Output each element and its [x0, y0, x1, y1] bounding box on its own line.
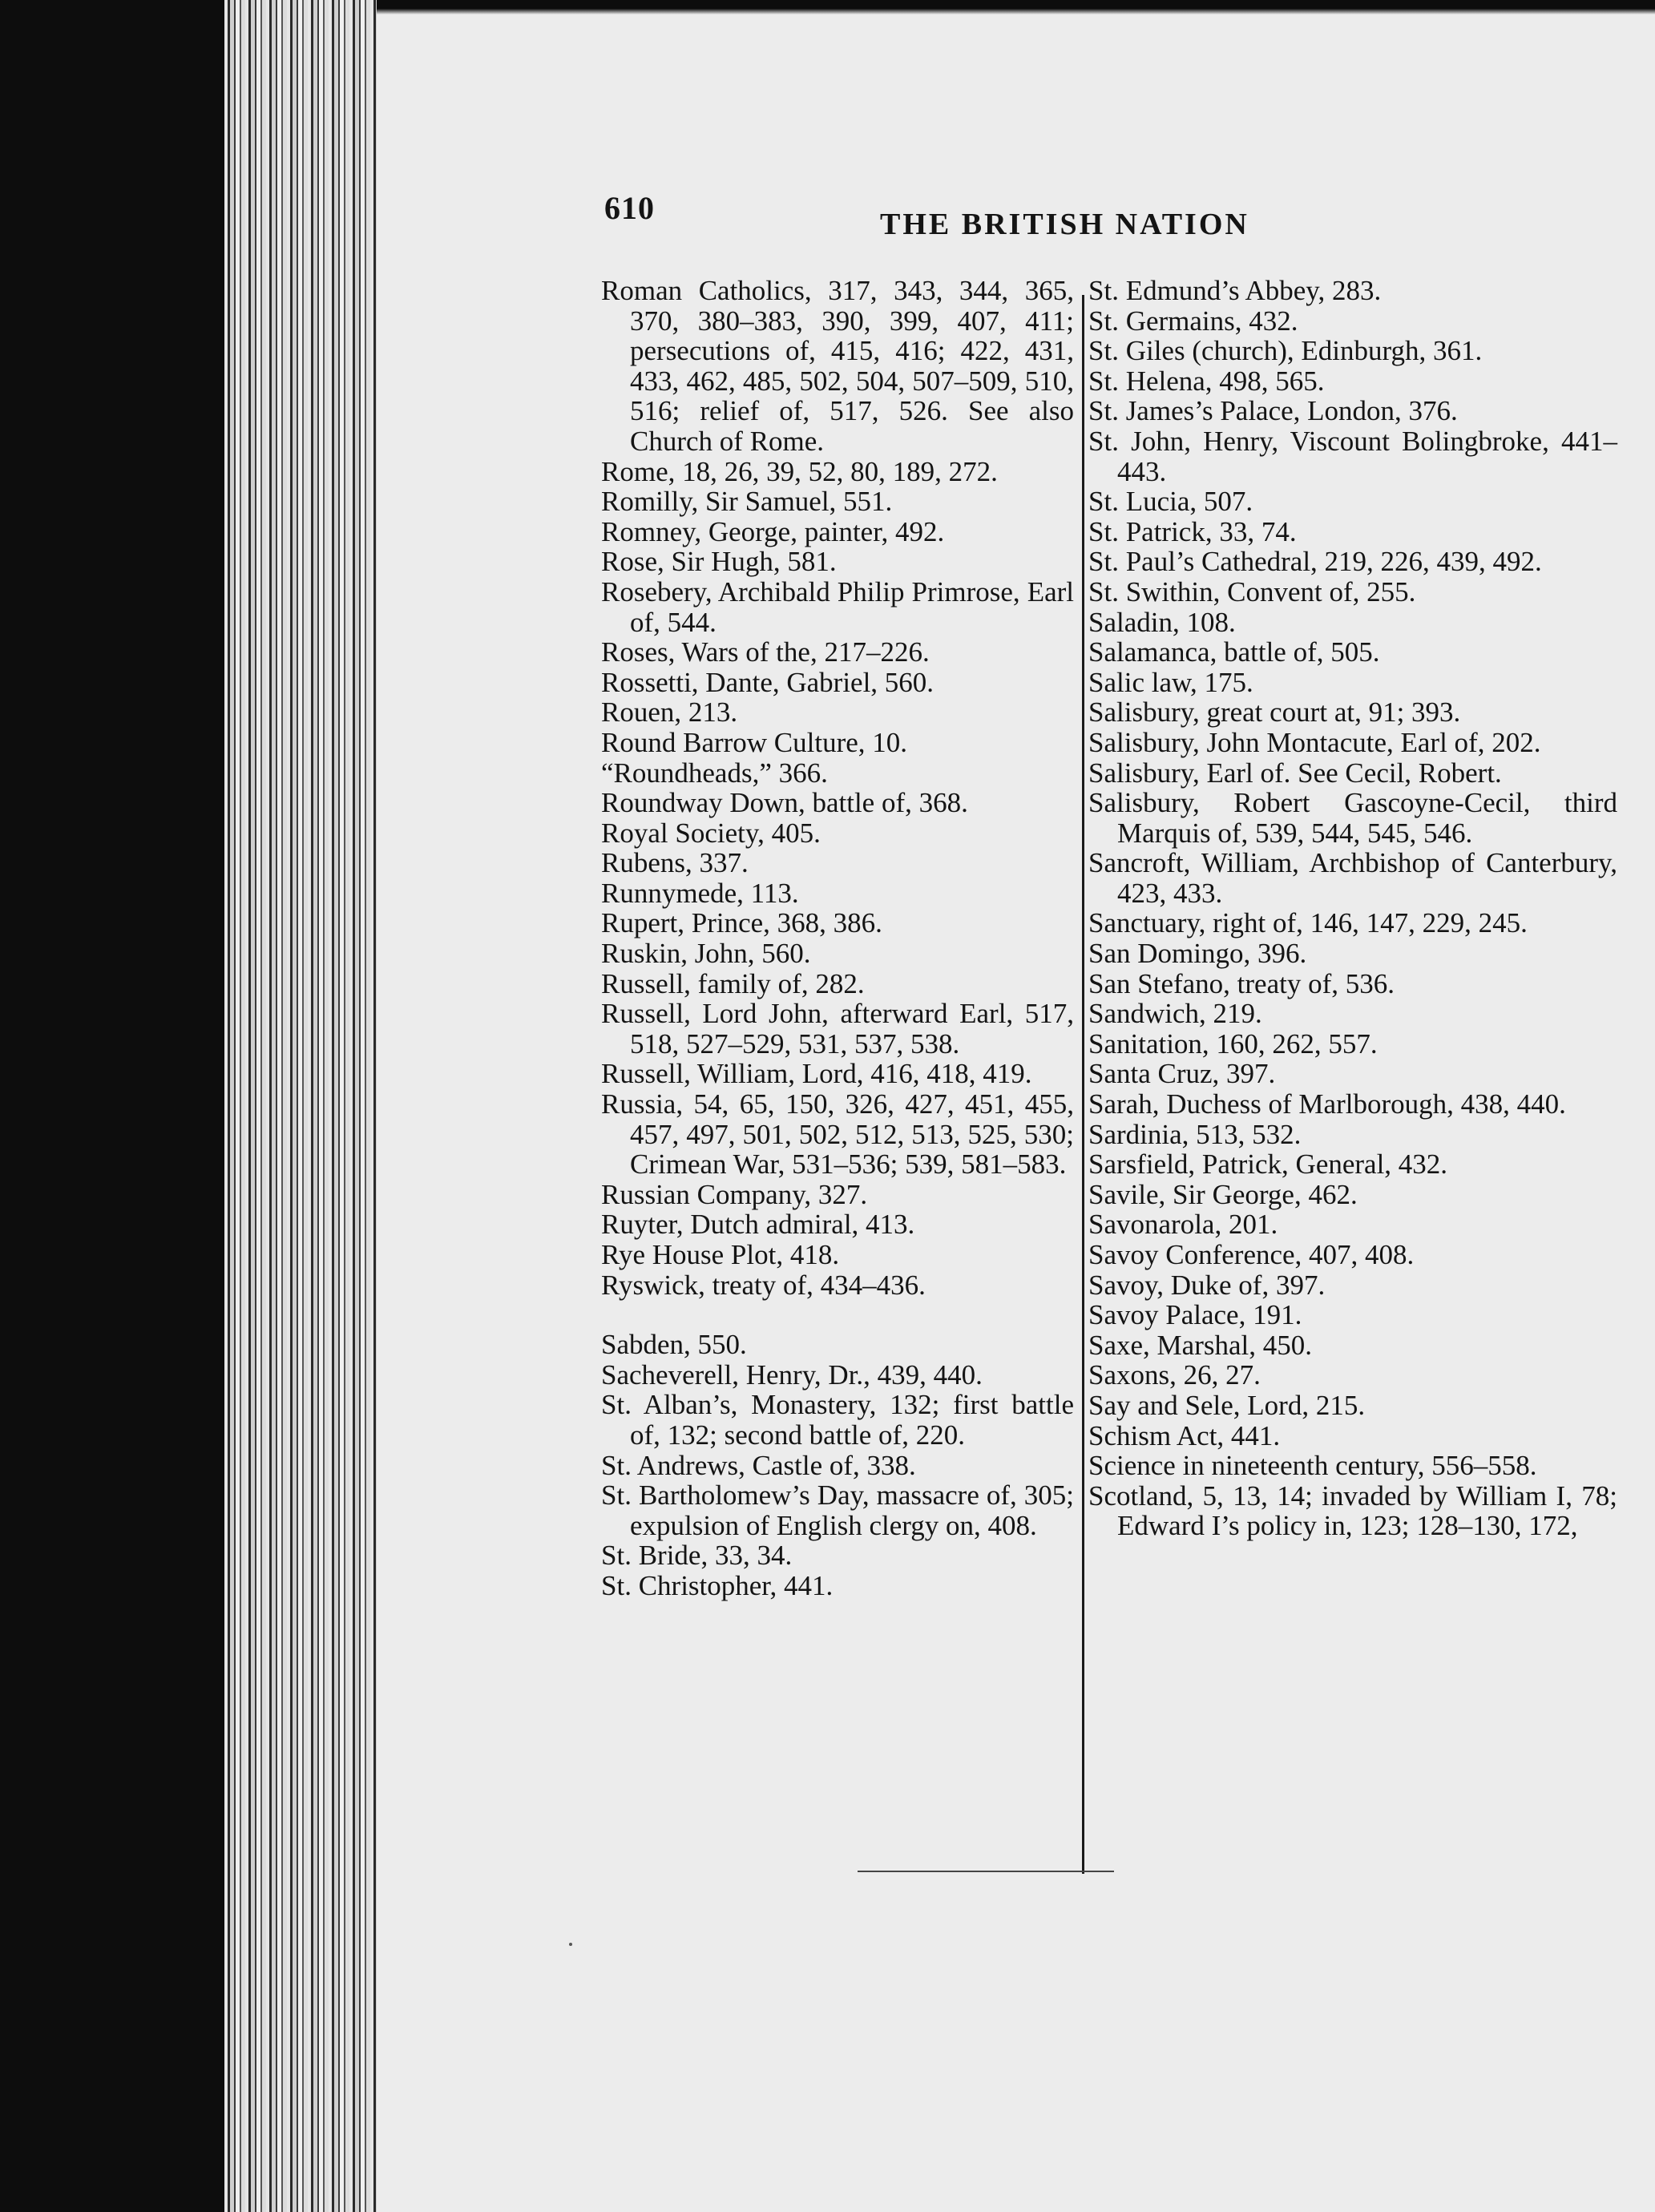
index-entry: St. Bride, 33, 34. — [601, 1540, 793, 1572]
index-entry: Sarsfield, Patrick, General, 432. — [1088, 1148, 1448, 1181]
index-entry: Russell, family of, 282. — [601, 967, 865, 999]
index-entry: St. Giles (church), Edinburgh, 361. — [1088, 335, 1483, 367]
index-entry: Rouen, 213. — [601, 696, 738, 729]
index-entry: Science in nineteenth century, 556–558. — [1088, 1450, 1537, 1482]
index-entry: Roman Catholics, 317, 343, 344, 365, 370, 380–383, 390, 399, 407, 411; persecutions of, 415, 416; 422, 431, 433, 462, 485, 502, 504, 507–509, 510, 516; relief of, 517, 526. See also Church of Rome. — [601, 275, 1074, 457]
index-entry: Royal Society, 405. — [601, 817, 821, 849]
index-entry: Rosebery, Archibald Philip Primrose, Earl of, 544. — [601, 575, 1074, 638]
index-entry: Russia, 54, 65, 150, 326, 427, 451, 455, 457, 497, 501, 502, 512, 513, 525, 530; Crimean War, 531–536; 539, 581–583. — [601, 1088, 1074, 1181]
index-entry: Rome, 18, 26, 39, 52, 80, 189, 272. — [601, 455, 998, 487]
index-entry: Rose, Sir Hugh, 581. — [601, 546, 837, 578]
index-entry: Savonarola, 201. — [1088, 1209, 1278, 1241]
index-entry: Saxe, Marshal, 450. — [1088, 1329, 1312, 1361]
book-binding-edge — [224, 0, 377, 2212]
index-entry: St. Patrick, 33, 74. — [1088, 515, 1297, 547]
index-entry: Sanitation, 160, 262, 557. — [1088, 1027, 1378, 1060]
index-entry: Schism Act, 441. — [1088, 1419, 1281, 1451]
index-entry: Rubens, 337. — [601, 847, 749, 879]
index-entry: Sanctuary, right of, 146, 147, 229, 245. — [1088, 907, 1528, 939]
index-entry: Rupert, Prince, 368, 386. — [601, 907, 882, 939]
page-top-edge — [377, 0, 1655, 14]
index-entry: St. Germains, 432. — [1088, 305, 1298, 337]
index-entry: San Domingo, 396. — [1088, 938, 1307, 970]
index-entry: St. James’s Palace, London, 376. — [1088, 395, 1458, 427]
index-entry: Roundway Down, battle of, 368. — [601, 787, 968, 819]
index-entry: St. Alban’s, Monastery, 132; first battle of, 132; second battle of, 220. — [601, 1389, 1074, 1451]
index-entry: St. Andrews, Castle of, 338. — [601, 1449, 916, 1481]
index-entry: St. Edmund’s Abbey, 283. — [1088, 275, 1382, 306]
index-entry: Russell, William, Lord, 416, 418, 419. — [601, 1058, 1032, 1090]
index-entry: Salic law, 175. — [1088, 666, 1253, 698]
index-entry: Runnymede, 113. — [601, 877, 799, 909]
index-column-left — [601, 276, 1074, 1601]
index-entry: Ruskin, John, 560. — [601, 938, 811, 970]
index-entry: Savoy, Duke of, 397. — [1088, 1269, 1326, 1301]
index-entry: Saxons, 26, 27. — [1088, 1359, 1261, 1391]
index-entry: St. Bartholomew’s Day, massacre of, 305; expulsion of English clergy on, 408. — [601, 1479, 1074, 1541]
index-entry: Savoy Palace, 191. — [1088, 1299, 1302, 1331]
index-entry: “Roundheads,” 366. — [601, 757, 828, 789]
index-entry: St. John, Henry, Viscount Bolingbroke, 441–443. — [1088, 425, 1617, 487]
index-entry: Sancroft, William, Archbishop of Canterbury, 423, 433. — [1088, 847, 1617, 909]
index-entry: Ryswick, treaty of, 434–436. — [601, 1269, 926, 1301]
index-entry: San Stefano, treaty of, 536. — [1088, 967, 1395, 999]
running-title: THE BRITISH NATION — [880, 208, 1249, 241]
index-entry: Salisbury, Robert Gascoyne-Cecil, third Marquis of, 539, 544, 545, 546. — [1088, 787, 1617, 849]
index-entry: St. Lucia, 507. — [1088, 486, 1253, 518]
index-entry: Say and Sele, Lord, 215. — [1088, 1389, 1366, 1421]
index-entry: Romney, George, painter, 492. — [601, 515, 945, 547]
index-entry: Romilly, Sir Samuel, 551. — [601, 486, 893, 518]
index-entry: St. Swithin, Convent of, 255. — [1088, 575, 1416, 607]
index-entry: Rossetti, Dante, Gabriel, 560. — [601, 666, 934, 698]
book-page — [377, 0, 1655, 2212]
index-entry: Sabden, 550. — [601, 1329, 747, 1361]
page-number: 610 — [604, 190, 655, 226]
index-entry: Ruyter, Dutch admiral, 413. — [601, 1209, 915, 1241]
index-entry: Sandwich, 219. — [1088, 998, 1262, 1030]
index-entry: Savile, Sir George, 462. — [1088, 1178, 1358, 1210]
index-entry: St. Paul’s Cathedral, 219, 226, 439, 492. — [1088, 546, 1542, 578]
index-entry: Salisbury, Earl of. See Cecil, Robert. — [1088, 757, 1502, 789]
index-entry: Russian Company, 327. — [601, 1178, 868, 1210]
index-entry: Salamanca, battle of, 505. — [1088, 636, 1380, 668]
index-entry: Sacheverell, Henry, Dr., 439, 440. — [601, 1358, 983, 1391]
index-entry: Round Barrow Culture, 10. — [601, 726, 908, 758]
scanner-background — [0, 0, 224, 2212]
index-entry: Salisbury, great court at, 91; 393. — [1088, 696, 1461, 729]
index-entry: Salisbury, John Montacute, Earl of, 202. — [1088, 726, 1541, 758]
index-entry: St. Helena, 498, 565. — [1088, 365, 1325, 397]
index-entry: Santa Cruz, 397. — [1088, 1058, 1276, 1090]
index-entry: Saladin, 108. — [1088, 606, 1236, 638]
column-end-rule — [858, 1871, 1114, 1872]
scan-speck — [569, 1943, 572, 1946]
index-entry: Savoy Conference, 407, 408. — [1088, 1239, 1415, 1270]
index-entry: Russell, Lord John, afterward Earl, 517, 518, 527–529, 531, 537, 538. — [601, 998, 1074, 1060]
index-column-right — [1088, 276, 1617, 1541]
index-entry: Sardinia, 513, 532. — [1088, 1118, 1302, 1150]
index-entry: Rye House Plot, 418. — [601, 1239, 840, 1270]
index-entry: St. Christopher, 441. — [601, 1569, 834, 1601]
index-entry: Roses, Wars of the, 217–226. — [601, 636, 930, 668]
column-divider — [1082, 295, 1084, 1874]
index-entry: Sarah, Duchess of Marlborough, 438, 440. — [1088, 1088, 1566, 1120]
index-entry: Scotland, 5, 13, 14; invaded by William I, 78; Edward I’s policy in, 123; 128–130, 172, — [1088, 1479, 1617, 1542]
